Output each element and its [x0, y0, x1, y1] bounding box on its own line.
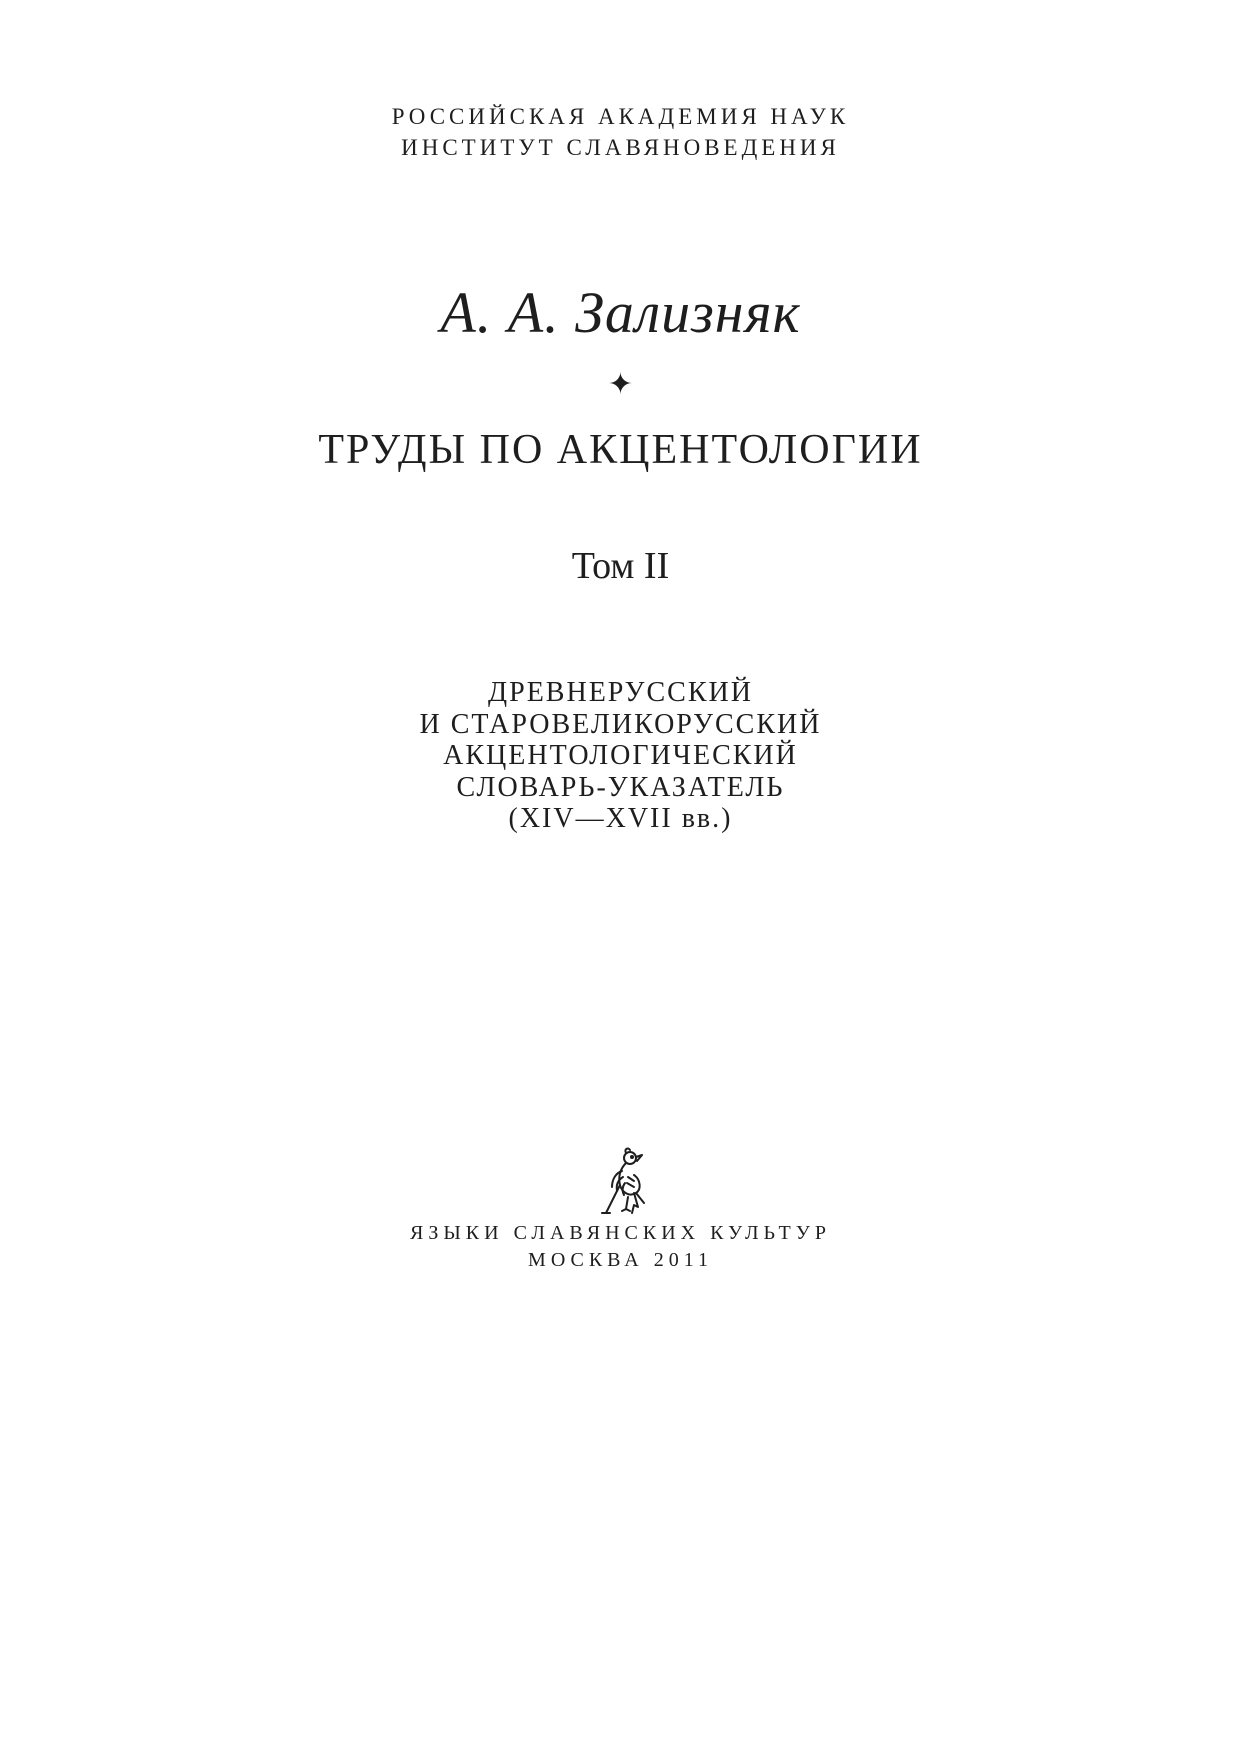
publisher-logo-icon [590, 1147, 652, 1219]
subtitle-line: АКЦЕНТОЛОГИЧЕСКИЙ [443, 740, 798, 771]
book-subtitle [0, 677, 1241, 835]
subtitle-period: (XIV—XVII вв.) [508, 803, 733, 834]
ornament-icon: ✦ [607, 368, 634, 401]
institute-name: ИНСТИТУТ СЛАВЯНОВЕДЕНИЯ [401, 135, 840, 160]
academy-name: РОССИЙСКАЯ АКАДЕМИЯ НАУК [391, 104, 850, 129]
volume-number: Том II [571, 545, 670, 587]
publisher-block [0, 1220, 1241, 1274]
subtitle-line: И СТАРОВЕЛИКОРУССКИЙ [419, 708, 822, 740]
subtitle-line: СЛОВАРЬ-УКАЗАТЕЛЬ [456, 771, 785, 803]
subtitle-line: ДРЕВНЕРУССКИЙ [488, 677, 753, 708]
organization-header [0, 101, 1241, 163]
publication-place-year: МОСКВА 2011 [528, 1249, 713, 1271]
book-title: ТРУДЫ ПО АКЦЕНТОЛОГИИ [318, 427, 923, 473]
publisher-name: ЯЗЫКИ СЛАВЯНСКИХ КУЛЬТУР [409, 1222, 831, 1244]
author-name: А. А. Зализняк [440, 280, 801, 345]
